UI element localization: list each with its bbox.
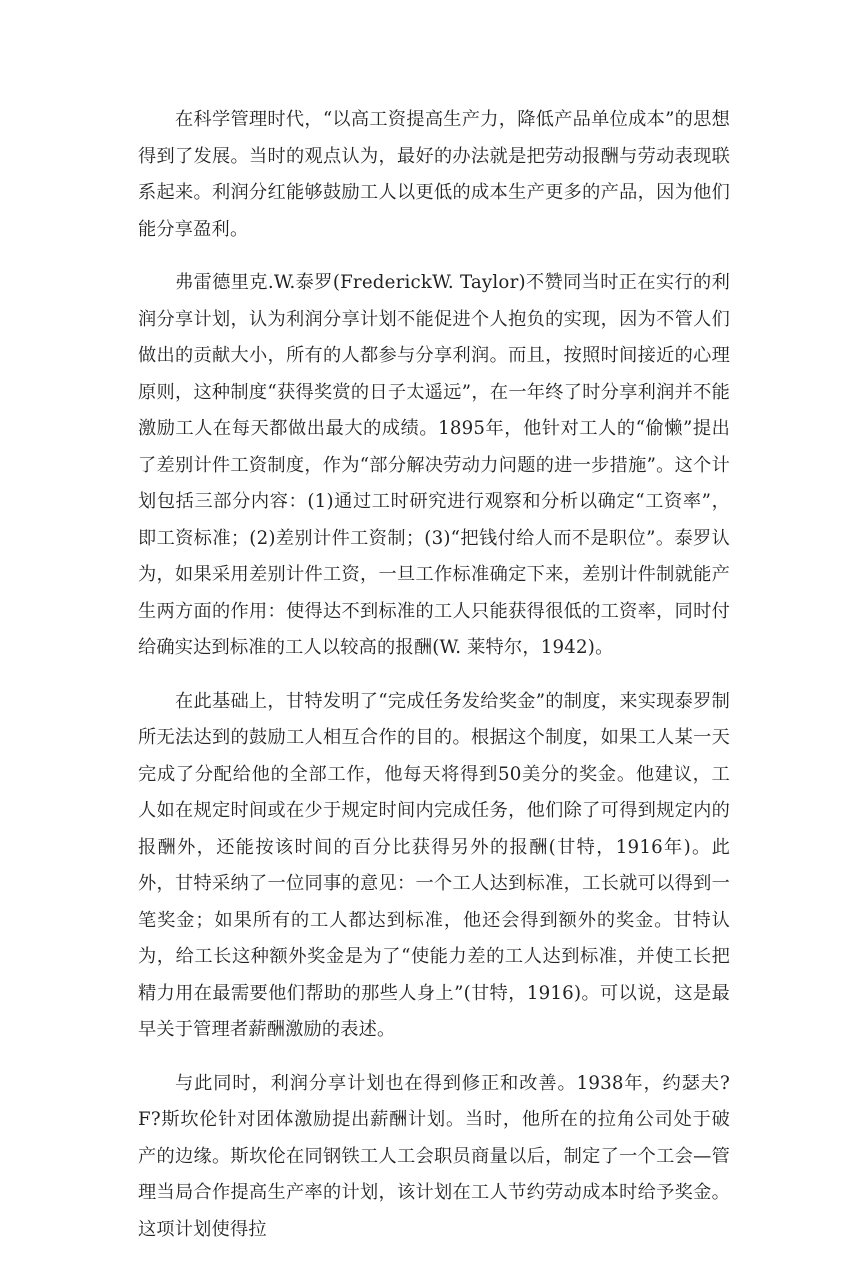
document-body (138, 102, 730, 1265)
paragraph-4: 与此同时，利润分享计划也在得到修正和改善。1938年，约瑟夫?F?斯坎伦针对团体激励提出薪酬计划。当时，他所在的拉角公司处于破产的边缘。斯坎伦在同钢铁工人工会职员商量以后，制定了一个工会—管理当局合作提高生产率的计划，该计划在工人节约劳动成本时给予奖金。这项计划使得拉 (138, 1072, 730, 1240)
paragraph-3: 在此基础上，甘特发明了“完成任务发给奖金”的制度，来实现泰罗制所无法达到的鼓励工人相互合作的目的。根据这个制度，如果工人某一天完成了分配给他的全部工作，他每天将得到50美分的奖金。他建议，工人如在规定时间或在少于规定时间内完成任务，他们除了可得到规定内的报酬外，还能按该时间的百分比获得另外的报酬(甘特，1916年)。此外，甘特采纳了一位同事的意见：一个工人达到标准，工长就可以得到一笔奖金；如果所有的工人都达到标准，他还会得到额外的奖金。甘特认为，给工长这种额外奖金是为了“使能力差的工人达到标准，并使工长把精力用在最需要他们帮助的那些人身上”(甘特，1916)。可以说，这是最早关于管理者薪酬激励的表述。 (138, 690, 730, 1040)
paragraph-1: 在科学管理时代，“以高工资提高生产力，降低产品单位成本”的思想得到了发展。当时的观点认为，最好的办法就是把劳动报酬与劳动表现联系起来。利润分红能够鼓励工人以更低的成本生产更多的产品，因为他们能分享盈利。 (138, 109, 730, 240)
paragraph-2: 弗雷德里克.W.泰罗(FrederickW. Taylor)不赞同当时正在实行的利润分享计划，认为利润分享计划不能促进个人抱负的实现，因为不管人们做出的贡献大小，所有的人都参与分享利润。而且，按照时间接近的心理原则，这种制度“获得奖赏的日子太遥远”，在一年终了时分享利润并不能激励工人在每天都做出最大的成绩。1895年，他针对工人的“偷懒”提出了差别计件工资制度，作为“部分解决劳动力问题的进一步措施”。这个计划包括三部分内容：(1)通过工时研究进行观察和分析以确定“工资率”，即工资标准；(2)差别计件工资制；(3)“把钱付给人而不是职位”。泰罗认为，如果采用差别计件工资，一旦工作标准确定下来，差别计件制就能产生两方面的作用：使得达不到标准的工人只能获得很低的工资率，同时付给确实达到标准的工人以较高的报酬(W. 莱特尔，1942)。 (138, 272, 730, 658)
